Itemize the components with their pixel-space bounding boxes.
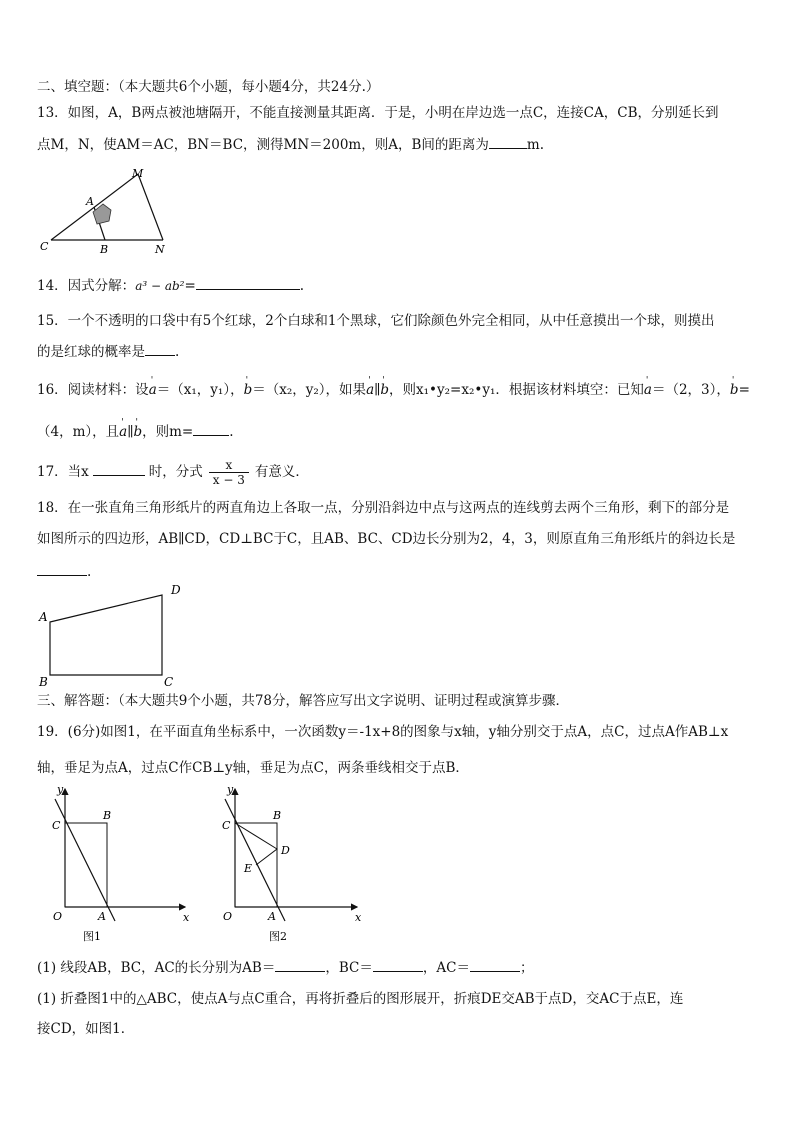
q19-sub1-text-a: (1) 线段AB，BC，AC的长分别为AB＝ — [37, 960, 276, 976]
q18-line2: 如图所示的四边形，AB∥CD，CD⊥BC于C，且AB、BC、CD边长分别为2，4，3，则原直角三角形纸片的斜边长是 — [37, 531, 736, 547]
label-C: C — [222, 819, 231, 832]
q16-text-3: ＝（x₂，y₂），如果 — [252, 382, 367, 398]
q19-sub1 — [37, 957, 533, 978]
q17-text-1: 17．当x — [37, 464, 89, 480]
q14-text: 14．因式分解： — [37, 278, 136, 294]
q19-sub2-line2: 接CD，如图1． — [37, 1021, 135, 1037]
q15-text: 的是红球的概率是 — [37, 344, 145, 360]
label-A: A — [86, 195, 94, 208]
q16-text-8: （4，m），且 — [37, 424, 120, 440]
vector-b: ' b — [133, 422, 142, 442]
q17-text-2: 时，分式 — [148, 464, 203, 480]
label-B: B — [273, 809, 282, 822]
label-O: O — [223, 910, 233, 923]
label-C: C — [52, 819, 61, 832]
q16-text-2: ＝（x₁，y₁）， — [156, 382, 244, 398]
label-B: B — [100, 243, 109, 256]
label-A: A — [98, 910, 106, 923]
label-A: A — [39, 610, 48, 624]
label-D: D — [171, 583, 181, 597]
label-M: M — [132, 167, 144, 180]
answer-blank-BC — [373, 957, 423, 972]
q19-figure-1 — [37, 783, 197, 945]
q13-line2 — [37, 134, 544, 155]
q19-sub1-text-c: ，AC＝ — [422, 960, 470, 976]
q18-end: . — [87, 564, 92, 580]
q19-line1: 19．(6分)如图1，在平面直角坐标系中，一次函数y＝-1x+8的图象与x轴，y轴分别交于点A，点C，过点A作AB⊥x — [37, 724, 729, 740]
label-E: E — [244, 862, 253, 875]
q17-fraction — [209, 458, 249, 487]
rectangle-OABC — [65, 823, 107, 907]
q14-end: . — [299, 278, 305, 294]
q15-line1: 15．一个不透明的口袋中有5个红球，2个白球和1个黑球，它们除颜色外完全相同，从中任意摸出一个球，则摸出 — [37, 313, 715, 329]
q14-expression: a³ − ab² — [135, 279, 185, 293]
q19-sub1-end: ； — [519, 960, 534, 976]
figure-caption: 图1 — [83, 930, 101, 943]
label-B: B — [39, 675, 48, 689]
q16-text-5: ，则x₁•y₂=x₂•y₁．根据该材料填空：已知 — [389, 382, 644, 398]
label-B: B — [103, 809, 112, 822]
parallel-symbol: ∥ — [127, 424, 134, 440]
label-N: N — [155, 243, 165, 256]
q17-answer-blank — [93, 461, 145, 476]
q16-line2 — [37, 421, 234, 442]
q18-answer-blank — [37, 561, 87, 576]
q18-line1: 18．在一张直角三角形纸片的两直角边上各取一点，分别沿斜边中点与这两点的连线剪去两个三角形，剩下的部分是 — [37, 500, 730, 516]
vector-a: ' a — [119, 422, 127, 442]
q19-figure-2 — [207, 783, 367, 945]
q13-line1: 13．如图，A，B两点被池塘隔开，不能直接测量其距离．于是，小明在岸边选一点C，连接CA，CB，分别延长到 — [37, 105, 719, 121]
q13-text: 点M，N，使AM＝AC，BN＝BC，测得MN＝200m，则A，B间的距离为 — [37, 137, 489, 153]
q17-text-3: 有意义． — [254, 464, 309, 480]
label-y: y — [57, 783, 64, 796]
q15-line2 — [37, 341, 179, 362]
vector-b: ' b — [244, 380, 253, 400]
vector-a: ' a — [149, 380, 157, 400]
q16-text-6: ＝（2，3）， — [651, 382, 730, 398]
answer-blank-AC — [470, 957, 520, 972]
q19-line2: 轴，垂足为点A，过点C作CB⊥y轴，垂足为点C，两条垂线相交于点B． — [37, 760, 469, 776]
q13-unit: m. — [526, 137, 544, 153]
quadrilateral-ABCD — [50, 595, 162, 675]
q19-sub1-text-b: ，BC＝ — [325, 960, 373, 976]
q16-text-9: ，则m= — [142, 424, 194, 440]
q14-line — [37, 275, 304, 296]
q16-text-1: 16．阅读材料：设 — [37, 382, 149, 398]
pond-shape — [93, 204, 111, 224]
q14-answer-blank — [196, 275, 300, 290]
q17-line — [37, 457, 309, 487]
q13-figure — [37, 164, 177, 256]
label-y: y — [227, 783, 234, 796]
line-MN — [138, 174, 163, 240]
q16-line1 — [37, 380, 750, 400]
q18-line3 — [37, 561, 91, 582]
vector-b: ' b — [730, 380, 739, 400]
vector-a: ' a — [644, 380, 652, 400]
figure-caption: 图2 — [269, 930, 287, 943]
fraction-denominator: x − 3 — [212, 473, 245, 487]
section-heading-answers: 三、解答题：（本大题共9个小题，共78分，解答应写出文字说明、证明过程或演算步骤． — [37, 693, 570, 709]
label-O: O — [53, 910, 63, 923]
q16-text-7: = — [738, 382, 750, 398]
q19-sub2-line1: (1) 折叠图1中的△ABC，使点A与点C重合，再将折叠后的图形展开，折痕DE交AB于点D，交AC于点E，连 — [37, 991, 684, 1007]
parallel-symbol: ∥ — [374, 382, 381, 398]
q14-equals: = — [184, 278, 196, 294]
answer-blank-AB — [275, 957, 325, 972]
label-A: A — [268, 910, 276, 923]
q15-answer-blank — [145, 341, 175, 356]
q13-answer-blank — [489, 134, 527, 149]
label-x: x — [355, 911, 362, 924]
vector-a: ' a — [366, 380, 374, 400]
fraction-numerator: x — [209, 458, 249, 473]
vector-b: ' b — [380, 380, 389, 400]
section-heading-fill-in: 二、填空题：（本大题共6个小题，每小题4分，共24分.） — [37, 79, 380, 95]
label-x: x — [183, 911, 190, 924]
label-C: C — [164, 675, 174, 689]
q16-end: . — [229, 424, 234, 440]
q15-end: . — [175, 344, 180, 360]
label-C: C — [40, 240, 49, 253]
q16-answer-blank — [193, 421, 229, 436]
fold-lines — [235, 823, 277, 865]
q18-figure — [37, 580, 182, 690]
label-D: D — [281, 844, 290, 857]
